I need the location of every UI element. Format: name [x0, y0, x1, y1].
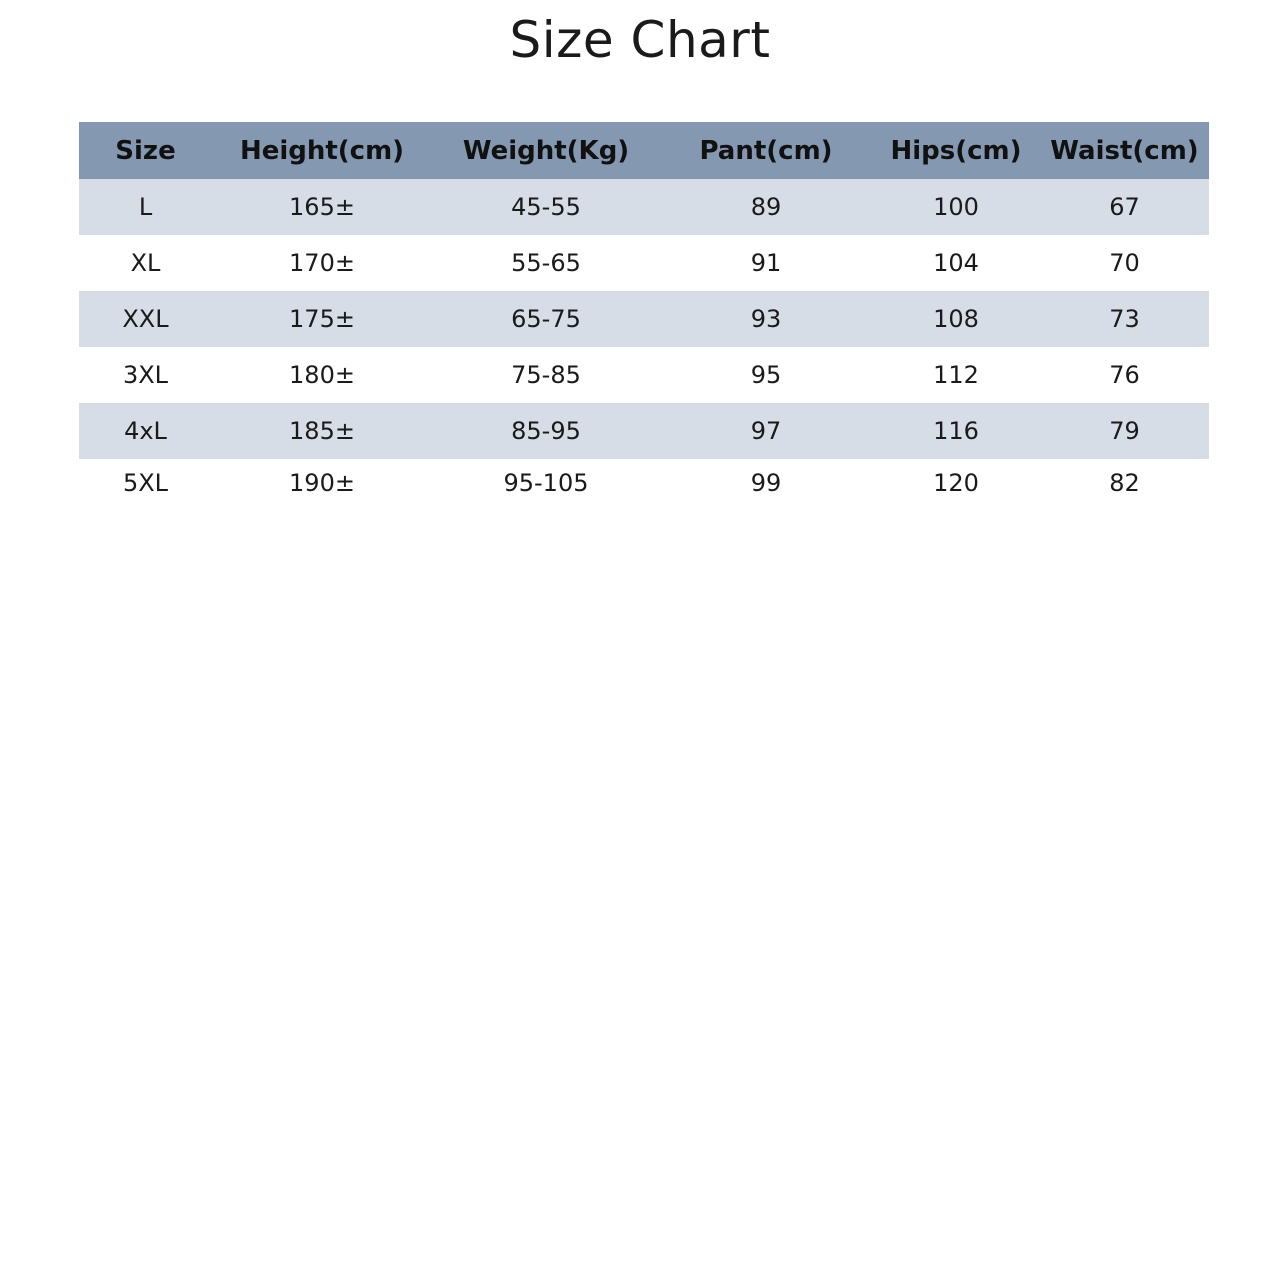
cell-weight: 65-75 [432, 291, 660, 347]
cell-height: 170± [212, 235, 432, 291]
header-waist: Waist(cm) [1040, 122, 1209, 179]
cell-pant: 93 [660, 291, 872, 347]
table-header-row [79, 122, 1209, 179]
cell-height: 185± [212, 403, 432, 459]
size-chart-table [79, 122, 1209, 507]
cell-size: 5XL [79, 459, 212, 507]
cell-size: XXL [79, 291, 212, 347]
cell-size: XL [79, 235, 212, 291]
cell-pant: 91 [660, 235, 872, 291]
cell-pant: 99 [660, 459, 872, 507]
cell-size: L [79, 179, 212, 235]
cell-height: 190± [212, 459, 432, 507]
cell-hips: 120 [872, 459, 1040, 507]
cell-hips: 112 [872, 347, 1040, 403]
cell-waist: 67 [1040, 179, 1209, 235]
table-row [79, 403, 1209, 459]
cell-waist: 76 [1040, 347, 1209, 403]
page-title: Size Chart [509, 11, 771, 69]
cell-weight: 45-55 [432, 179, 660, 235]
table-row [79, 179, 1209, 235]
cell-pant: 89 [660, 179, 872, 235]
cell-weight: 55-65 [432, 235, 660, 291]
cell-waist: 82 [1040, 459, 1209, 507]
cell-weight: 85-95 [432, 403, 660, 459]
cell-size: 4xL [79, 403, 212, 459]
header-pant: Pant(cm) [660, 122, 872, 179]
header-size: Size [79, 122, 212, 179]
cell-pant: 97 [660, 403, 872, 459]
cell-waist: 73 [1040, 291, 1209, 347]
cell-hips: 100 [872, 179, 1040, 235]
cell-hips: 104 [872, 235, 1040, 291]
table-row [79, 291, 1209, 347]
cell-height: 180± [212, 347, 432, 403]
table-row [79, 459, 1209, 507]
cell-height: 175± [212, 291, 432, 347]
cell-waist: 70 [1040, 235, 1209, 291]
cell-waist: 79 [1040, 403, 1209, 459]
cell-weight: 95-105 [432, 459, 660, 507]
cell-weight: 75-85 [432, 347, 660, 403]
table-row [79, 235, 1209, 291]
table-row [79, 347, 1209, 403]
header-hips: Hips(cm) [872, 122, 1040, 179]
cell-pant: 95 [660, 347, 872, 403]
cell-size: 3XL [79, 347, 212, 403]
cell-hips: 108 [872, 291, 1040, 347]
header-height: Height(cm) [212, 122, 432, 179]
cell-height: 165± [212, 179, 432, 235]
cell-hips: 116 [872, 403, 1040, 459]
header-weight: Weight(Kg) [432, 122, 660, 179]
